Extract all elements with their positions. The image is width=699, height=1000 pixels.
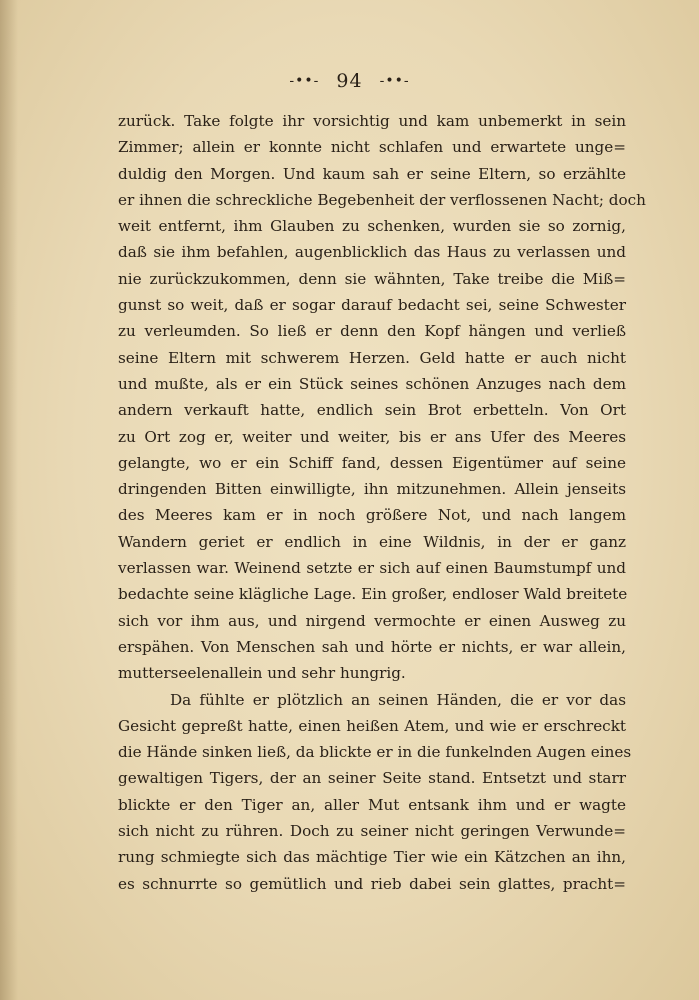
text-line: die Hände sinken ließ, da blickte er in die funkelnden Augen eines	[118, 743, 632, 762]
text-line: zu Ort zog er, weiter und weiter, bis er ans Ufer des Meeres	[118, 427, 626, 446]
text-line: erspähen. Von Menschen sah und hörte er nichts, er war allein,	[118, 637, 626, 656]
page-number: 94	[336, 70, 363, 92]
text-line: des Meeres kam er in noch größere Not, und nach langem	[118, 506, 626, 525]
text-line: mutterseelenallein und sehr hungrig.	[118, 664, 406, 683]
text-line: andern verkauft hatte, endlich sein Brot erbetteln. Von Ort	[118, 401, 626, 420]
text-line: Gesicht gepreßt hatte, einen heißen Atem, und wie er erschreckt	[118, 716, 626, 735]
text-line: dringenden Bitten einwilligte, ihn mitzunehmen. Allein jenseits	[118, 480, 626, 499]
text-line: sich vor ihm aus, und nirgend vermochte er einen Ausweg zu	[118, 611, 626, 630]
page-number-ornament-left: -••-	[289, 73, 320, 89]
text-line: bedachte seine klägliche Lage. Ein großer, endloser Wald breitete	[118, 585, 628, 604]
text-line: gewaltigen Tigers, der an seiner Seite stand. Entsetzt und starr	[118, 769, 626, 788]
text-line: er ihnen die schreckliche Begebenheit der verflossenen Nacht; doch	[118, 190, 646, 209]
body-text	[118, 108, 646, 897]
text-line: sich nicht zu rühren. Doch zu seiner nicht geringen Verwunde=	[118, 822, 626, 841]
paragraph-2	[118, 687, 632, 897]
text-line: zu verleumden. So ließ er denn den Kopf hängen und verließ	[118, 322, 626, 341]
text-line: Wandern geriet er endlich in eine Wildnis, in der er ganz	[118, 532, 626, 551]
text-line: blickte er den Tiger an, aller Mut entsank ihm und er wagte	[118, 795, 626, 814]
text-line: gelangte, wo er ein Schiff fand, dessen Eigentümer auf seine	[118, 453, 626, 472]
text-line: gunst so weit, daß er sogar darauf bedacht sei, seine Schwester	[118, 296, 626, 315]
text-line: es schnurrte so gemütlich und rieb dabei sein glattes, pracht=	[118, 874, 626, 893]
text-line: seine Eltern mit schwerem Herzen. Geld hatte er auch nicht	[118, 348, 626, 367]
page-number-header	[0, 70, 699, 92]
text-line: rung schmiegte sich das mächtige Tier wie ein Kätzchen an ihn,	[118, 848, 626, 867]
text-line: daß sie ihm befahlen, augenblicklich das Haus zu verlassen und	[118, 243, 626, 262]
text-line: und mußte, als er ein Stück seines schönen Anzuges nach dem	[118, 374, 626, 393]
paragraph-1	[118, 108, 646, 687]
text-line: verlassen war. Weinend setzte er sich auf einen Baumstumpf und	[118, 559, 626, 578]
text-line: Da fühlte er plötzlich an seinen Händen, die er vor das	[170, 690, 626, 709]
text-line: zurück. Take folgte ihr vorsichtig und kam unbemerkt in sein	[118, 112, 626, 130]
text-line: weit entfernt, ihm Glauben zu schenken, wurden sie so zornig,	[118, 217, 626, 236]
text-line: nie zurückzukommen, denn sie wähnten, Take treibe die Miß=	[118, 269, 626, 288]
page-edge-shadow	[0, 0, 18, 1000]
page-number-ornament-right: -••-	[379, 73, 410, 89]
text-line: Zimmer; allein er konnte nicht schlafen und erwartete unge=	[118, 138, 626, 157]
text-line: duldig den Morgen. Und kaum sah er seine Eltern, so erzählte	[118, 164, 626, 183]
